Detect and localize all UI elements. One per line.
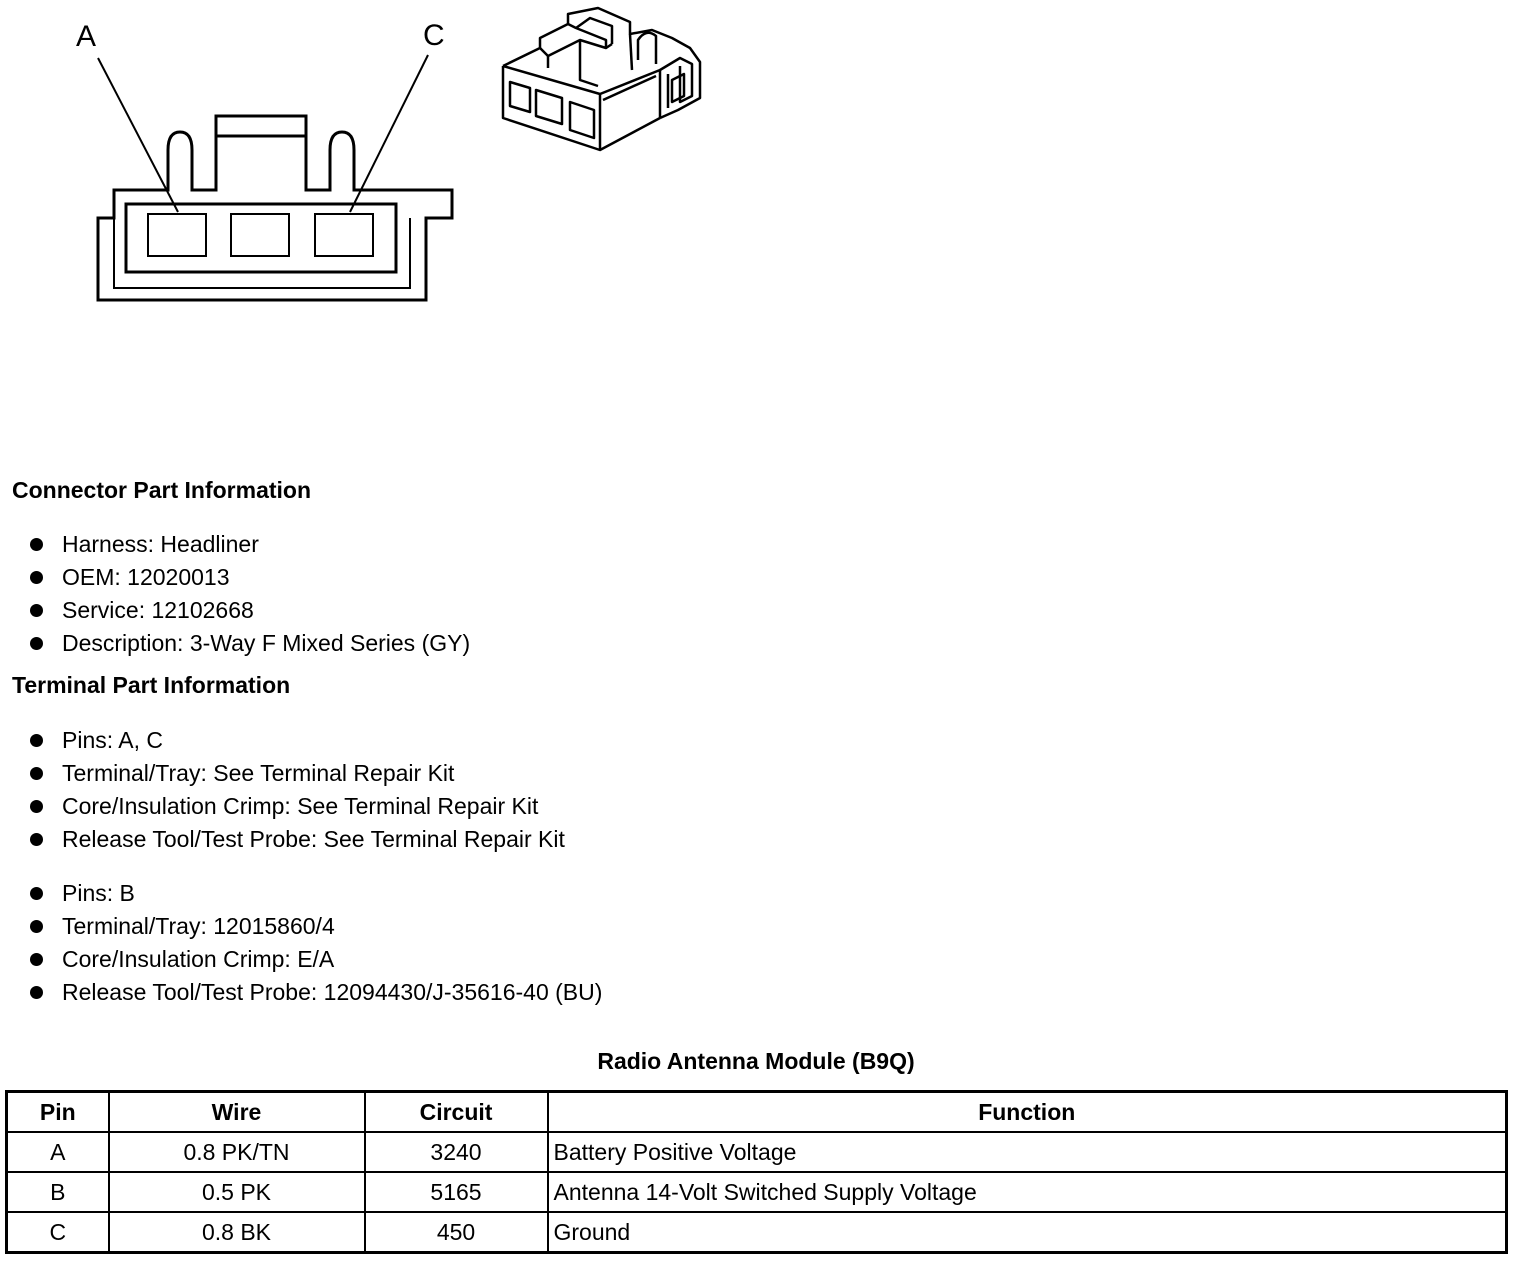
cell-circuit: 5165 [365, 1172, 548, 1212]
bullet-icon [30, 604, 43, 617]
list-item-text: Description: 3-Way F Mixed Series (GY) [62, 630, 471, 656]
header-pin: Pin [7, 1092, 109, 1133]
connector-isometric-view [503, 8, 700, 150]
table-title: Radio Antenna Module (B9Q) [597, 1048, 915, 1074]
bullet-icon [30, 767, 43, 780]
cell-pin: B [7, 1172, 109, 1212]
cell-circuit: 450 [365, 1212, 548, 1253]
bullet-icon [30, 986, 43, 999]
list-item [28, 594, 470, 627]
cavity-a [148, 214, 206, 256]
cavity-b [231, 214, 289, 256]
list-item [28, 976, 602, 1009]
list-item-text: Service: 12102668 [62, 597, 254, 623]
cell-function: Antenna 14-Volt Switched Supply Voltage [548, 1172, 1507, 1212]
list-item-text: Pins: A, C [62, 727, 163, 753]
list-item-text: Core/Insulation Crimp: See Terminal Repair Kit [62, 793, 539, 819]
list-item [28, 561, 470, 594]
header-wire: Wire [109, 1092, 365, 1133]
bullet-icon [30, 920, 43, 933]
table-row [7, 1172, 1507, 1212]
pin-label-a: A [76, 20, 97, 53]
cell-wire: 0.8 BK [109, 1212, 365, 1253]
cell-wire: 0.8 PK/TN [109, 1132, 365, 1172]
cell-pin: A [7, 1132, 109, 1172]
table-header-row [7, 1092, 1507, 1133]
connector-info-title: Connector Part Information [12, 477, 312, 503]
bullet-icon [30, 637, 43, 650]
list-item-text: Terminal/Tray: 12015860/4 [62, 913, 335, 939]
table-row [7, 1212, 1507, 1253]
cell-circuit: 3240 [365, 1132, 548, 1172]
terminal-info-title: Terminal Part Information [12, 672, 291, 698]
header-circuit: Circuit [365, 1092, 548, 1133]
bullet-icon [30, 734, 43, 747]
connector-face-view [98, 55, 452, 300]
list-item [28, 910, 602, 943]
bullet-icon [30, 833, 43, 846]
terminal-info-list-1 [28, 724, 565, 856]
pin-label-c: C [423, 19, 445, 52]
header-function: Function [548, 1092, 1507, 1133]
cavity-c [315, 214, 373, 256]
bullet-icon [30, 953, 43, 966]
list-item [28, 757, 565, 790]
terminal-info-list-2 [28, 877, 602, 1009]
cell-function: Battery Positive Voltage [548, 1132, 1507, 1172]
bullet-icon [30, 887, 43, 900]
list-item [28, 790, 565, 823]
bullet-icon [30, 571, 43, 584]
list-item [28, 877, 602, 910]
list-item [28, 528, 470, 561]
connector-diagram [0, 0, 760, 320]
list-item [28, 724, 565, 757]
leader-line-c [350, 55, 428, 212]
list-item-text: Release Tool/Test Probe: See Terminal Repair Kit [62, 826, 565, 852]
list-item-text: Harness: Headliner [62, 531, 259, 557]
bullet-icon [30, 538, 43, 551]
table-row [7, 1132, 1507, 1172]
list-item-text: Terminal/Tray: See Terminal Repair Kit [62, 760, 455, 786]
list-item-text: Release Tool/Test Probe: 12094430/J-35616-40 (BU) [62, 979, 603, 1005]
list-item-text: OEM: 12020013 [62, 564, 230, 590]
cell-wire: 0.5 PK [109, 1172, 365, 1212]
pin-table [5, 1090, 1508, 1254]
cell-pin: C [7, 1212, 109, 1253]
bullet-icon [30, 800, 43, 813]
list-item [28, 627, 470, 660]
cell-function: Ground [548, 1212, 1507, 1253]
list-item [28, 943, 602, 976]
list-item-text: Pins: B [62, 880, 135, 906]
list-item-text: Core/Insulation Crimp: E/A [62, 946, 335, 972]
connector-info-list [28, 528, 470, 660]
list-item [28, 823, 565, 856]
